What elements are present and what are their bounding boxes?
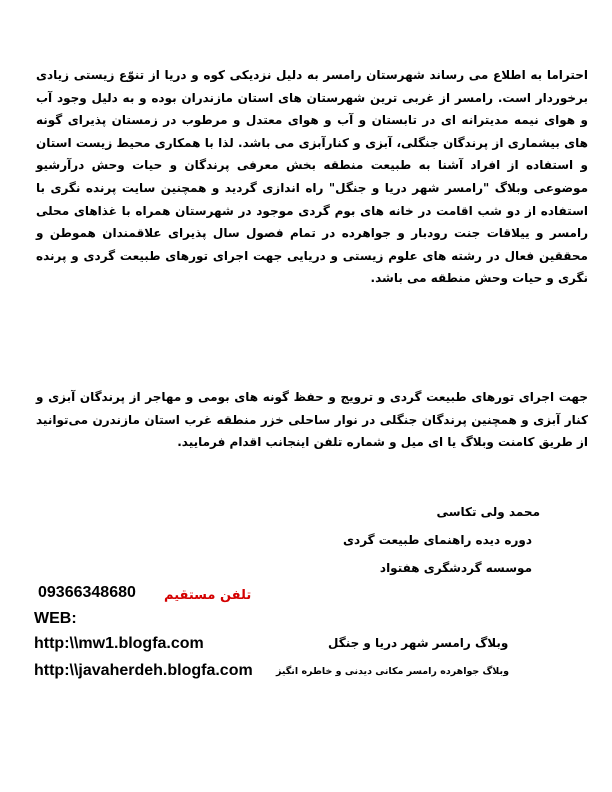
tour-paragraph: جهت اجرای تورهای طبیعت گردی و ترویج و حفظ گونه های بومی و مهاجر از پرندگان آبزی و کنار آبزی و همچنین پرندگان جنگلی در نوار ساحلی خزر منطقه غرب استان مازندرن می‌توانید از طریق کامنت وبلاگ یا ای میل و شماره تلفن اینجانب اقدام فرمایید. — [36, 390, 588, 450]
phone-label: تلفن مستقیم — [164, 588, 252, 603]
signature-organization: موسسه گردشگری هفتواد — [379, 561, 532, 575]
phone-number: 09366348680 — [38, 584, 136, 601]
blog-caption-mw1: وبلاگ رامسر شهر دریا و جنگل — [328, 636, 509, 650]
blog-url-mw1[interactable]: http:\\mw1.blogfa.com — [34, 635, 204, 652]
blog-url-javaherdeh[interactable]: http:\\javaherdeh.blogfa.com — [34, 662, 253, 679]
signature-course: دوره دیده راهنمای طبیعت گردی — [343, 533, 532, 547]
signature-name: محمد ولی تکاسی — [436, 505, 540, 519]
blog-caption-javaherdeh: وبلاگ جواهرده رامسر مکانی دیدنی و خاطره انگیز — [276, 666, 509, 677]
intro-paragraph: احتراما به اطلاع می رساند شهرستان رامسر به دلیل نزدیکی کوه و دریا از تنوّع زیستی زیادی برخوردار است. رامسر از غربی ترین شهرستان های استان مازندران بوده و به دلیل وجود آب و هوای نیمه مدیترانه ای در تابستان و آب و هوای معتدل و مرطوب در زمستان پذیرای گونه های بیشماری از پرندگان جنگلی، آبزی و کنارآبزی می باشد. لذا با همکاری محیط زیست استان و استفاده از افراد آشنا به طبیعت منطقه بخش معرفی پرندگان و حیات وحش درآرشیو موضوعی وبلاگ "رامسر شهر دریا و جنگل" راه اندازی گردید و همچنین سایت پرنده نگری با استفاده از دو شب اقامت در خانه های بوم گردی موجود در شهرستان همراه با غذاهای محلی رامسر و ییلاقات جنت رودبار و جواهرده در تمام فصول سال پذیرای علاقمندان هموطن و محققین فعال در رشته های علوم زیستی و دریایی جهت اجرای تورهای طبیعت گردی و پرنده نگری و حیات وحش منطقه می باشد. — [36, 68, 588, 286]
web-label: WEB: — [34, 610, 77, 627]
